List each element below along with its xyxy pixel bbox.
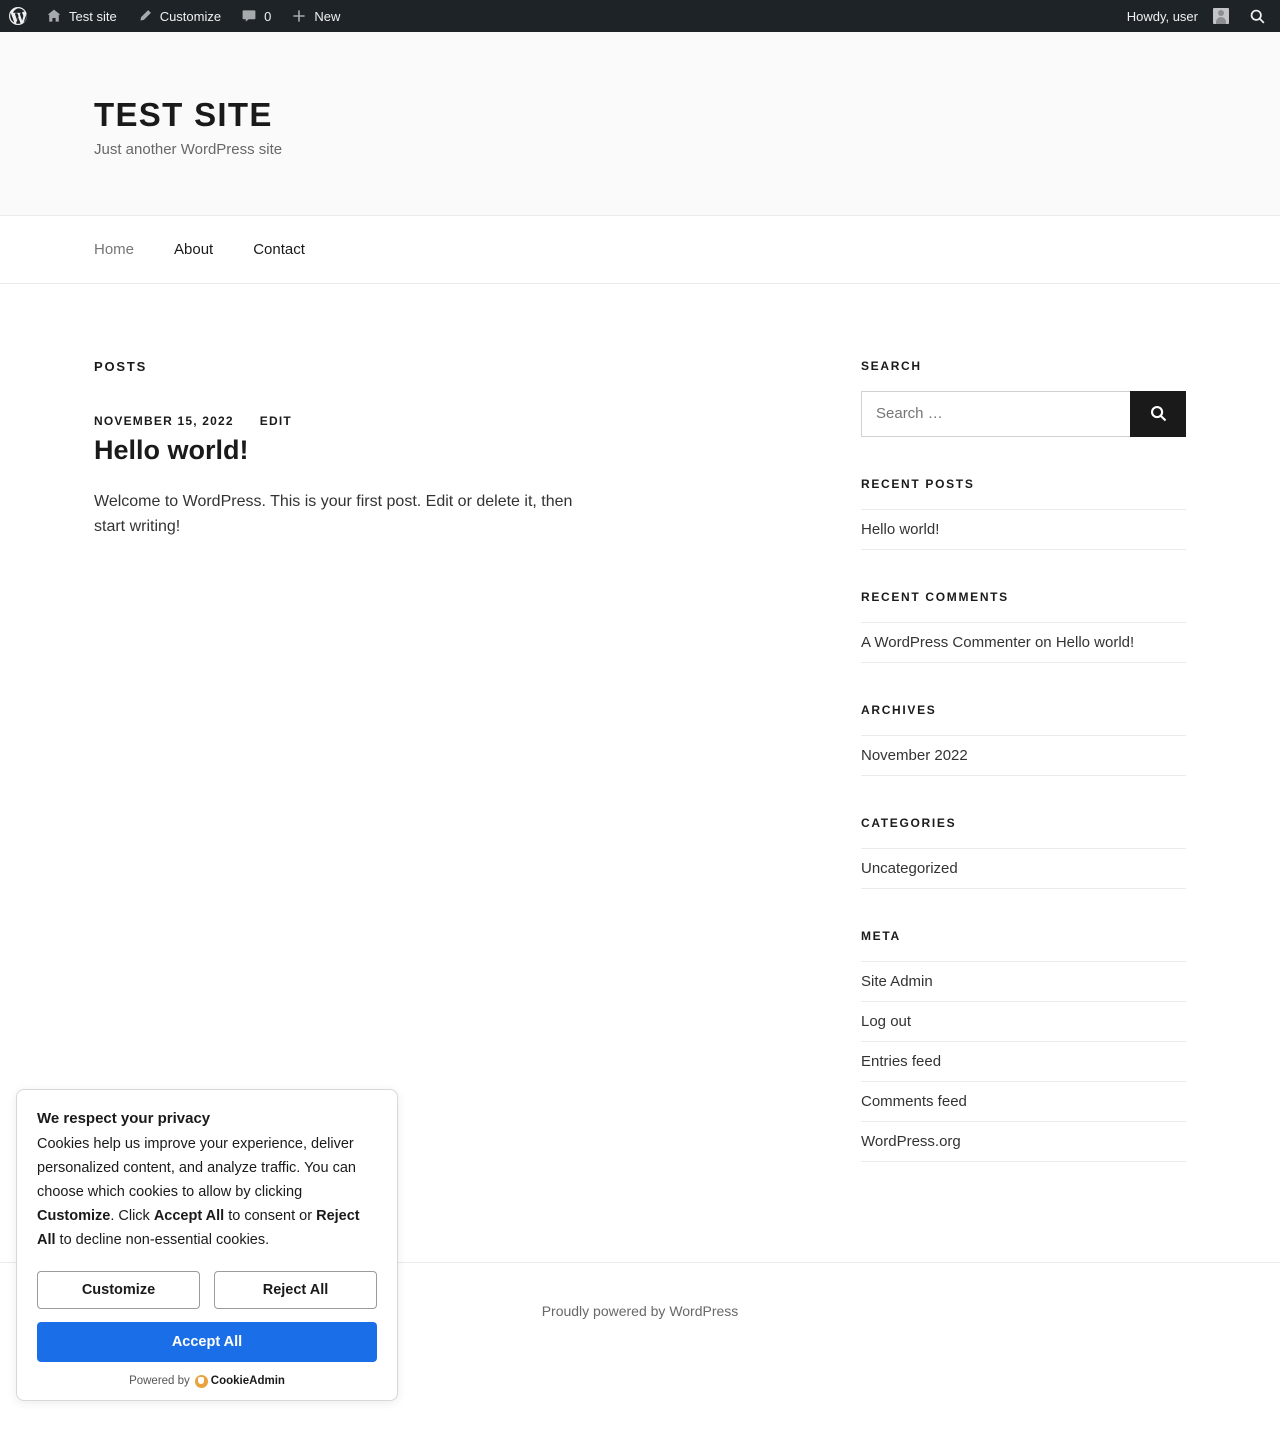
main-content (94, 359, 674, 540)
comment-post-link[interactable]: Hello world! (1055, 633, 1135, 651)
meta-link-log-out[interactable]: Log out (861, 1012, 912, 1030)
widget-meta-title: META (861, 928, 901, 943)
widget-archives (861, 703, 1186, 776)
adminbar-new[interactable] (281, 0, 350, 32)
cookie-reject-all-button[interactable]: Reject All (214, 1271, 377, 1309)
house-icon (46, 8, 62, 24)
list-item[interactable] (861, 509, 1186, 550)
comment-author: A WordPress Commenter (861, 633, 1031, 651)
cookie-customize-button[interactable]: Customize (37, 1271, 200, 1309)
primary-navigation (0, 216, 1280, 284)
recent-posts-list (861, 509, 1186, 550)
list-item[interactable] (861, 735, 1186, 776)
adminbar-customize-label: Customize (159, 8, 222, 24)
cookie-button-row (37, 1271, 377, 1309)
nav-item-home[interactable]: Home (94, 240, 135, 258)
admin-bar (0, 0, 1280, 32)
archives-list (861, 735, 1186, 776)
cookie-text-bold-accept-all: Accept All (153, 1207, 225, 1224)
list-item[interactable] (861, 848, 1186, 889)
post-content (94, 490, 674, 540)
meta-link-entries-feed[interactable]: Entries feed (861, 1052, 942, 1070)
cookie-text-part-4: to decline non-essential cookies. (55, 1231, 270, 1248)
cookie-banner-text (37, 1133, 377, 1253)
adminbar-wp-logo[interactable] (0, 0, 36, 32)
adminbar-right-group (1117, 0, 1280, 32)
list-item[interactable] (861, 1041, 1186, 1081)
cookie-text-bold-reject-all: Reject All (37, 1207, 360, 1248)
cookie-text-part-3: to consent or (224, 1207, 317, 1224)
widget-search (861, 359, 1186, 437)
footer-credit-link[interactable]: Proudly powered by WordPress (541, 1302, 739, 1319)
avatar (1213, 8, 1229, 24)
search-input[interactable] (862, 392, 1130, 436)
adminbar-my-account[interactable] (1117, 0, 1239, 32)
post-meta (94, 414, 674, 428)
cookieadmin-brand[interactable] (195, 1375, 285, 1388)
recent-post-link[interactable]: Hello world! (861, 520, 940, 538)
post-article (94, 414, 674, 540)
sidebar (861, 359, 1186, 1202)
search-submit-button[interactable] (1130, 391, 1186, 437)
post-date[interactable]: NOVEMBER 15, 2022 (94, 413, 234, 428)
content-area (94, 284, 1186, 1202)
list-item[interactable] (861, 622, 1186, 663)
post-body-text: Welcome to WordPress. This is your first post. Edit or delete it, then start writing! (94, 492, 573, 535)
pencil-icon (137, 8, 153, 24)
meta-list (861, 961, 1186, 1162)
widget-recent-comments-title: RECENT COMMENTS (861, 589, 1009, 604)
widget-categories (861, 816, 1186, 889)
widget-categories-title: CATEGORIES (861, 815, 957, 830)
adminbar-howdy-label: Howdy, user (1126, 8, 1198, 24)
adminbar-customize[interactable] (127, 0, 231, 32)
widget-archives-title: ARCHIVES (861, 702, 937, 717)
meta-link-site-admin[interactable]: Site Admin (861, 972, 933, 990)
list-item[interactable] (861, 1081, 1186, 1121)
search-form (861, 391, 1186, 437)
cookie-text-bold-customize: Customize (37, 1207, 111, 1224)
meta-link-wordpress-org[interactable]: WordPress.org (861, 1132, 961, 1150)
cookie-text-part-1: Cookies help us improve your experience, deliver personalized content, and analyze traffic. You can choose which cookies to allow by clicking (37, 1136, 356, 1200)
cookie-accept-all-button[interactable]: Accept All (37, 1322, 377, 1362)
recent-comments-list (861, 622, 1186, 663)
widget-meta (861, 929, 1186, 1162)
adminbar-comments-count: 0 (264, 8, 272, 24)
comment-on-word: on (1034, 633, 1052, 651)
wordpress-logo-icon (8, 6, 28, 26)
adminbar-new-label: New (314, 8, 341, 24)
site-title[interactable]: TEST SITE (94, 96, 273, 133)
shield-icon (195, 1375, 208, 1388)
categories-list (861, 848, 1186, 889)
cookie-powered-by (37, 1362, 377, 1400)
list-item[interactable] (861, 1001, 1186, 1041)
archive-link[interactable]: November 2022 (861, 746, 968, 764)
nav-item-contact[interactable]: Contact (253, 240, 305, 258)
search-icon (1249, 8, 1266, 25)
plus-icon (291, 8, 307, 24)
list-item[interactable] (861, 1121, 1186, 1162)
comment-bubble-icon (241, 8, 257, 24)
cookie-consent-banner (16, 1089, 398, 1401)
cookie-banner-title: We respect your privacy (37, 1110, 211, 1127)
category-link[interactable]: Uncategorized (861, 859, 958, 877)
adminbar-comments[interactable] (231, 0, 281, 32)
widget-recent-posts-title: RECENT POSTS (861, 476, 975, 491)
post-edit-link[interactable]: EDIT (259, 413, 292, 428)
search-icon (1149, 404, 1168, 423)
widget-recent-comments (861, 590, 1186, 663)
cookieadmin-brand-label: CookieAdmin (210, 1375, 285, 1388)
cookie-text-part-2: . Click (110, 1207, 154, 1224)
page-title: POSTS (94, 358, 148, 374)
adminbar-site-name[interactable] (36, 0, 127, 32)
post-title[interactable]: Hello world! (94, 434, 249, 465)
site-tagline: Just another WordPress site (94, 140, 283, 158)
adminbar-site-name-label: Test site (69, 8, 117, 24)
nav-item-about[interactable]: About (174, 240, 214, 258)
widget-recent-posts (861, 477, 1186, 550)
widget-search-title: SEARCH (861, 358, 922, 373)
powered-by-label: Powered by (129, 1375, 190, 1388)
meta-link-comments-feed[interactable]: Comments feed (861, 1092, 967, 1110)
adminbar-search-button[interactable] (1239, 0, 1280, 32)
site-header (0, 32, 1280, 216)
list-item[interactable] (861, 961, 1186, 1001)
